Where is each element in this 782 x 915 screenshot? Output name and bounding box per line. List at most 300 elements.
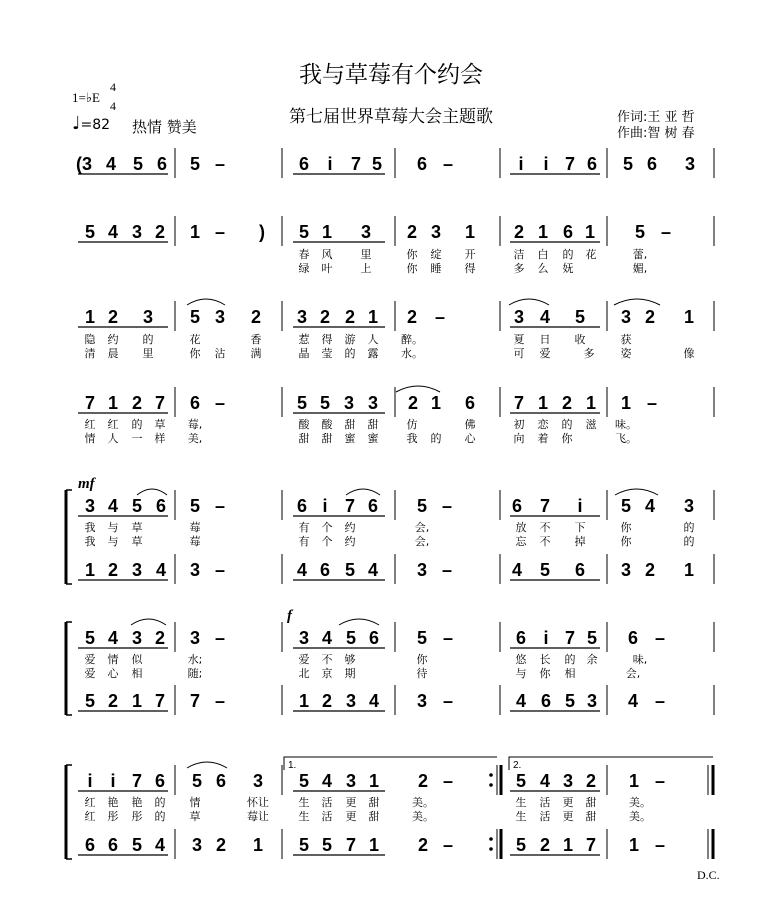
lyric-verse-1: 春 (298, 248, 310, 261)
lyric-verse-2: 甜 (368, 810, 380, 823)
lyric-verse-2: 活 (539, 810, 551, 823)
lower-voice-note: 5 (564, 691, 576, 711)
melody-note: 5 (189, 307, 201, 327)
lyric-verse-2: 我 (406, 432, 418, 445)
lyric-verse-2: 你 (620, 535, 632, 548)
lower-voice-note: 4 (368, 691, 380, 711)
lower-voice-note: 5 (298, 835, 310, 855)
melody-note: – (441, 496, 453, 516)
lyric-verse-2: 像 (683, 347, 695, 360)
lower-voice-note: 6 (107, 835, 119, 855)
lower-voice-note: 1 (683, 560, 695, 580)
melody-note: i (577, 496, 583, 516)
lower-voice-note: – (654, 835, 666, 855)
melody-note: 4 (107, 496, 119, 516)
melody-note: 6 (215, 771, 227, 791)
slur-arc (615, 489, 658, 495)
lyric-verse-2: 绿 (298, 262, 310, 275)
melody-note: – (646, 393, 658, 413)
lyric-verse-1: 花 (585, 248, 597, 261)
lyric-verse-1: 约 (344, 521, 356, 534)
melody-note: 3 (84, 496, 96, 516)
lyric-verse-1: 味, (632, 653, 648, 666)
lyric-verse-1: 水; (187, 653, 203, 666)
lyric-verse-1: 日 (539, 333, 551, 346)
song-subtitle: 第七届世界草莓大会主题歌 (289, 107, 493, 127)
lyric-verse-1: 隐 (84, 333, 96, 346)
melody-note: 3 (430, 222, 442, 242)
lyric-verse-1: 活 (321, 796, 333, 809)
lyric-verse-1: 洁 (513, 248, 525, 261)
volta-first-bracket (284, 757, 497, 770)
lower-voice-note: – (442, 835, 454, 855)
lyric-verse-2: 妩 (562, 262, 574, 275)
lower-voice-note: 2 (539, 835, 551, 855)
melody-note: – (654, 628, 666, 648)
lower-voice-note: 1 (131, 691, 143, 711)
lyric-verse-1: 与 (107, 521, 119, 534)
lyric-verse-2: 北 (298, 667, 310, 680)
melody-note: – (214, 628, 226, 648)
lyric-verse-2: 彤 (107, 810, 119, 823)
lyric-verse-2: 甜 (585, 810, 597, 823)
melody-note: – (214, 222, 226, 242)
lower-voice-note: 3 (416, 691, 428, 711)
lyric-verse-1: 够 (344, 653, 356, 666)
melody-note: (3 (75, 154, 93, 174)
lyric-verse-2: 蜜 (367, 432, 379, 445)
lyric-verse-2: 爱 (84, 667, 96, 680)
melody-note: 2 (406, 222, 418, 242)
time-signature-bottom: 4 (110, 99, 116, 113)
lyric-verse-1: 会, (414, 521, 430, 534)
lower-voice-note: 2 (417, 835, 429, 855)
lyric-verse-1: 美。 (629, 796, 651, 809)
lyric-verse-2: 上 (360, 262, 372, 275)
lyric-verse-1: 的 (562, 248, 574, 261)
lyric-verse-2: 多 (583, 347, 595, 360)
lyric-verse-1: 开 (464, 248, 476, 261)
lyric-verse-1: 获 (620, 333, 632, 346)
lyric-verse-2: 沾 (214, 347, 226, 360)
lyric-verse-2: 睡 (430, 262, 442, 275)
lyric-verse-1: 更 (562, 796, 574, 809)
lower-voice-note: 3 (345, 691, 357, 711)
lyric-verse-1: 的 (683, 521, 695, 534)
lyric-verse-2: 与 (107, 535, 119, 548)
lyric-verse-2: 心 (464, 432, 476, 445)
melody-note: 1 (628, 771, 640, 791)
volta-second-bracket (509, 757, 713, 770)
melody-note: – (214, 496, 226, 516)
lower-voice-note: 6 (574, 560, 586, 580)
melody-note: 1 (368, 771, 380, 791)
lyric-verse-2: 晶 (298, 347, 310, 360)
lyric-verse-2: 的 (154, 810, 166, 823)
lyric-verse-2: 有 (298, 535, 310, 548)
lyric-verse-1: 夏 (513, 333, 525, 346)
expression-marking: 热情 赞美 (132, 118, 197, 136)
slur-arc (509, 299, 549, 305)
slur-arc (339, 619, 379, 625)
lyric-verse-2: 相 (564, 667, 576, 680)
melody-note: 1 (584, 222, 596, 242)
melody-note: 4 (107, 628, 119, 648)
repeat-dot (489, 837, 493, 841)
lyric-verse-1: 香 (250, 333, 262, 346)
melody-note: 5 (416, 496, 428, 516)
melody-note: 7 (539, 496, 551, 516)
melody-note: 4 (321, 628, 333, 648)
lyric-verse-2: 莓 (189, 535, 201, 548)
melody-note: – (442, 628, 454, 648)
melody-note: 3 (252, 771, 264, 791)
melody-note: i (87, 771, 93, 791)
lower-voice-note: 1 (298, 691, 310, 711)
melody-note: – (654, 771, 666, 791)
lyric-verse-1: 甜 (585, 796, 597, 809)
melody-note: 6 (156, 154, 168, 174)
melody-note: 3 (298, 628, 310, 648)
lyric-verse-1: 初 (513, 418, 525, 431)
lower-voice-note: – (214, 691, 226, 711)
melody-note: – (214, 393, 226, 413)
melody-note: 6 (154, 771, 166, 791)
melody-note: 1 (321, 222, 333, 242)
da-capo-mark: D.C. (697, 868, 720, 882)
lyric-verse-2: 随; (187, 667, 203, 680)
lower-voice-note: 3 (620, 560, 632, 580)
melody-note: 1 (367, 307, 379, 327)
lyric-verse-2: 爱 (539, 347, 551, 360)
lyric-verse-1: 白 (537, 248, 549, 261)
melody-note: 1 (537, 393, 549, 413)
lyric-verse-2: 清 (84, 347, 96, 360)
lyric-verse-2: 彤 (131, 810, 143, 823)
lower-voice-note: 5 (84, 691, 96, 711)
slur-arc (614, 299, 660, 305)
melody-note: 3 (131, 628, 143, 648)
lyric-verse-2: 我 (84, 535, 96, 548)
lyric-verse-1: 怀让 (247, 796, 269, 809)
lower-voice-note: 3 (131, 560, 143, 580)
lyric-verse-2: 会, (625, 667, 641, 680)
lyric-verse-2: 忘 (515, 535, 527, 548)
lyric-verse-1: 得 (321, 333, 333, 346)
lyric-verse-1: 生 (298, 796, 310, 809)
melody-note: 5 (620, 496, 632, 516)
melody-note: 5 (345, 628, 357, 648)
lower-voice-note: 5 (321, 835, 333, 855)
lyric-verse-1: 酸 (298, 418, 310, 431)
lyric-verse-2: 的 (430, 432, 442, 445)
lyric-verse-1: 红 (84, 796, 96, 809)
melody-note: 1 (430, 393, 442, 413)
lower-voice-note: 4 (154, 835, 166, 855)
lyric-verse-2: 的 (683, 535, 695, 548)
melody-note: – (214, 154, 226, 174)
lyric-verse-1: 滋 (585, 418, 597, 431)
lyric-verse-2: 姿 (620, 347, 632, 360)
melody-note: 3 (360, 222, 372, 242)
melody-note: 4 (539, 771, 551, 791)
lyric-verse-2: 你 (561, 432, 573, 445)
lyric-verse-2: 着 (537, 432, 549, 445)
lower-voice-note: 6 (84, 835, 96, 855)
melody-note: 2 (344, 307, 356, 327)
lyric-verse-1: 佛 (464, 418, 476, 431)
lyric-verse-1: 游 (344, 333, 356, 346)
melody-note: 1 (537, 222, 549, 242)
lyric-verse-2: 美。 (629, 810, 651, 823)
melody-note: 1 (107, 393, 119, 413)
lyric-verse-1: 醉。 (401, 333, 423, 346)
melody-note: 3 (343, 393, 355, 413)
lyric-verse-2: 一 (131, 432, 143, 445)
lyricist-credit: 作词:王 亚 哲 (617, 110, 695, 125)
lower-voice-note: 6 (319, 560, 331, 580)
lyric-verse-2: 不 (539, 535, 551, 548)
repeat-dot (489, 773, 493, 777)
lyric-verse-2: 活 (321, 810, 333, 823)
melody-note: 7 (84, 393, 96, 413)
lyric-verse-1: 收 (574, 333, 586, 346)
dynamic-f: f (287, 608, 292, 624)
lower-voice-note: 6 (540, 691, 552, 711)
lyric-verse-2: 得 (464, 262, 476, 275)
key-signature: 1=♭E (72, 90, 100, 105)
lyric-verse-1: 你 (416, 653, 428, 666)
melody-note: 3 (296, 307, 308, 327)
melody-note: 6 (298, 154, 310, 174)
lower-voice-note: 3 (189, 560, 201, 580)
lower-voice-note: 5 (539, 560, 551, 580)
lyric-verse-1: 甜 (367, 418, 379, 431)
melody-note: i (543, 154, 549, 174)
melody-note: ) (259, 222, 265, 242)
lyric-verse-1: 草 (154, 418, 166, 431)
lyric-verse-1: 情 (189, 796, 201, 809)
lyric-verse-1: 似 (131, 653, 143, 666)
melody-note: 3 (189, 628, 201, 648)
lower-voice-note: 4 (367, 560, 379, 580)
melody-note: 7 (350, 154, 362, 174)
melody-note: 2 (406, 307, 418, 327)
melody-note: 1 (464, 222, 476, 242)
lyric-verse-1: 甜 (368, 796, 380, 809)
melody-note: 2 (513, 222, 525, 242)
lower-voice-note: 4 (296, 560, 308, 580)
lyric-verse-1: 的 (561, 418, 573, 431)
melody-note: 5 (416, 628, 428, 648)
lyric-verse-2: 你 (406, 262, 418, 275)
lyric-verse-2: 甜 (321, 432, 333, 445)
melody-note: 1 (585, 393, 597, 413)
lyric-verse-2: 个 (321, 535, 333, 548)
melody-note: 4 (539, 307, 551, 327)
lyric-verse-2: 人 (107, 432, 119, 445)
lyric-verse-2: 样 (154, 432, 166, 445)
melody-note: 5 (586, 628, 598, 648)
lyric-verse-2: 相 (131, 667, 143, 680)
melody-note: 5 (189, 496, 201, 516)
lyric-verse-2: 甜 (298, 432, 310, 445)
melody-note: 2 (250, 307, 262, 327)
melody-note: 7 (131, 771, 143, 791)
melody-note: 5 (131, 496, 143, 516)
lower-voice-note: 2 (321, 691, 333, 711)
lower-voice-note: 5 (131, 835, 143, 855)
lyric-verse-2: 美, (187, 432, 203, 445)
slur-arc (346, 489, 380, 495)
lyric-verse-2: 美。 (412, 810, 434, 823)
lyric-verse-1: 余 (586, 653, 598, 666)
volta-second-label: 2. (513, 760, 522, 771)
melody-note: 3 (684, 154, 696, 174)
melody-note: 6 (646, 154, 658, 174)
lower-voice-note: 2 (107, 691, 119, 711)
lower-voice-note: 2 (107, 560, 119, 580)
melody-note: 1 (620, 393, 632, 413)
lyric-verse-1: 的 (142, 333, 154, 346)
lower-voice-note: – (441, 560, 453, 580)
lower-voice-note: 4 (515, 691, 527, 711)
melody-note: 1 (189, 222, 201, 242)
lyric-verse-2: 你 (539, 667, 551, 680)
melody-note: 3 (367, 393, 379, 413)
lower-voice-note: 3 (191, 835, 203, 855)
lyric-verse-1: 的 (154, 796, 166, 809)
melody-note: 3 (513, 307, 525, 327)
lyric-verse-2: 水。 (401, 347, 423, 360)
melody-note: 5 (189, 154, 201, 174)
melody-note: 2 (585, 771, 597, 791)
lower-voice-note: 5 (344, 560, 356, 580)
melody-note: 6 (189, 393, 201, 413)
melody-note: 2 (131, 393, 143, 413)
melody-note: – (442, 154, 454, 174)
lyric-verse-1: 里 (360, 248, 372, 261)
melody-note: 6 (515, 628, 527, 648)
melody-note: 2 (154, 222, 166, 242)
melody-note: 6 (627, 628, 639, 648)
lower-voice-note: 7 (585, 835, 597, 855)
lyric-verse-1: 风 (321, 248, 333, 261)
lyric-verse-2: 约 (344, 535, 356, 548)
lyric-verse-2: 露 (367, 347, 379, 360)
melody-note: 2 (154, 628, 166, 648)
melody-note: 3 (345, 771, 357, 791)
lyric-verse-2: 生 (515, 810, 527, 823)
lyric-verse-2: 里 (142, 347, 154, 360)
lyric-verse-2: 多 (513, 262, 525, 275)
lyric-verse-2: 更 (345, 810, 357, 823)
melody-note: 3 (620, 307, 632, 327)
melody-note: 5 (634, 222, 646, 242)
lower-voice-note: 3 (586, 691, 598, 711)
melody-note: – (434, 307, 446, 327)
melody-note: 7 (564, 628, 576, 648)
lyric-verse-2: 生 (298, 810, 310, 823)
lower-voice-note: 7 (189, 691, 201, 711)
melody-note: i (327, 154, 333, 174)
volta-first-label: 1. (288, 760, 297, 771)
melody-note: 6 (464, 393, 476, 413)
lower-voice-note: 4 (627, 691, 639, 711)
lyric-verse-2: 蜜 (344, 432, 356, 445)
quarter-note-icon: ♩ (72, 113, 81, 134)
melody-note: 3 (142, 307, 154, 327)
lyric-verse-1: 个 (321, 521, 333, 534)
lower-voice-note: – (654, 691, 666, 711)
slur-arc (187, 299, 225, 305)
melody-note: 6 (562, 222, 574, 242)
lyric-verse-1: 爱 (298, 653, 310, 666)
time-signature-top: 4 (110, 80, 116, 94)
lyric-verse-1: 的 (131, 418, 143, 431)
lyric-verse-1: 酸 (321, 418, 333, 431)
lyric-verse-1: 不 (539, 521, 551, 534)
melody-note: 5 (371, 154, 383, 174)
lyric-verse-2: 京 (321, 667, 333, 680)
melody-note: 3 (131, 222, 143, 242)
lyric-verse-2: 草 (131, 535, 143, 548)
melody-note: 7 (564, 154, 576, 174)
lyric-verse-2: 草 (189, 810, 201, 823)
lower-voice-note: 5 (515, 835, 527, 855)
lyric-verse-1: 下 (574, 521, 586, 534)
melody-note: 2 (561, 393, 573, 413)
lyric-verse-1: 仿 (406, 418, 418, 431)
composer-credit: 作曲:智 树 春 (617, 126, 695, 141)
lyric-verse-1: 长 (539, 653, 551, 666)
melody-note: 5 (574, 307, 586, 327)
melody-note: 5 (319, 393, 331, 413)
melody-note: i (543, 628, 549, 648)
lyric-verse-1: 你 (620, 521, 632, 534)
lyric-verse-2: 待 (416, 667, 428, 680)
lyric-verse-1: 恋 (537, 418, 549, 431)
lyric-verse-1: 味。 (615, 418, 637, 431)
melody-note: 5 (191, 771, 203, 791)
melody-note: 6 (367, 496, 379, 516)
melody-note: i (110, 771, 116, 791)
melody-note: 5 (298, 771, 310, 791)
melody-note: 5 (515, 771, 527, 791)
lyric-verse-1: 生 (515, 796, 527, 809)
lyric-verse-1: 的 (564, 653, 576, 666)
melody-note: 6 (416, 154, 428, 174)
melody-note: i (322, 496, 328, 516)
lyric-verse-2: 媚, (632, 262, 648, 275)
lyric-verse-1: 花 (189, 333, 201, 346)
lower-voice-note: 2 (644, 560, 656, 580)
melody-note: 6 (586, 154, 598, 174)
lower-voice-note: – (442, 691, 454, 711)
lyric-verse-1: 绽 (430, 248, 442, 261)
dynamic-mf: mf (78, 476, 95, 492)
lyric-verse-2: 晨 (107, 347, 119, 360)
melody-note: 4 (105, 154, 117, 174)
slur-arc (187, 762, 227, 768)
melody-note: – (660, 222, 672, 242)
lyric-verse-1: 红 (84, 418, 96, 431)
melody-note: 4 (644, 496, 656, 516)
lyric-verse-1: 情 (107, 653, 119, 666)
lyric-verse-1: 更 (345, 796, 357, 809)
lyric-verse-1: 甜 (344, 418, 356, 431)
melody-note: 7 (344, 496, 356, 516)
